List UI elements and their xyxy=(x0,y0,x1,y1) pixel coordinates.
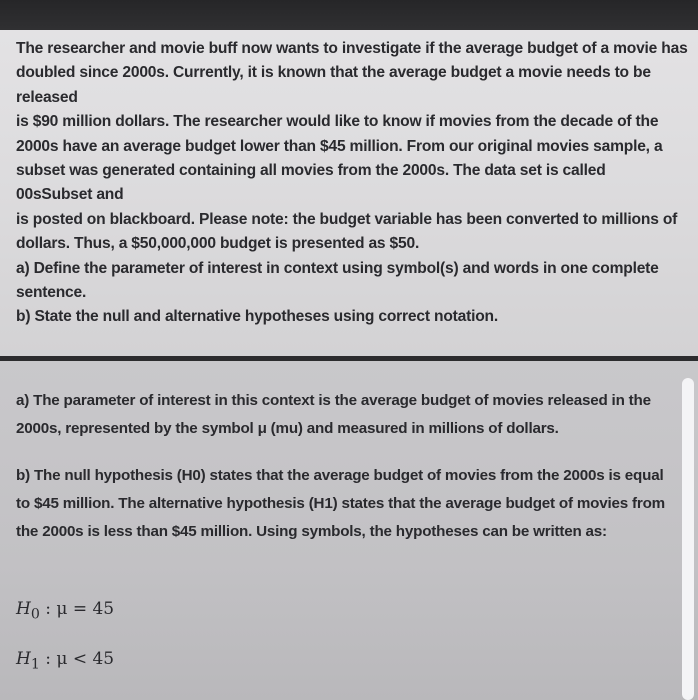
alt-hypothesis-symbol: H xyxy=(16,649,31,669)
alt-hypothesis-relation: : μ < 45 xyxy=(39,649,115,669)
question-line: dollars. Thus, a $50,000,000 budget is presented as $50. xyxy=(16,235,420,253)
alt-hypothesis-formula xyxy=(16,649,114,672)
alt-hypothesis-subscript: 1 xyxy=(30,656,40,673)
question-line: sentence. xyxy=(16,284,87,302)
top-dark-strip xyxy=(0,0,698,30)
question-line: a) Define the parameter of interest in context using symbol(s) and words in one complete xyxy=(16,259,659,277)
question-line: released xyxy=(16,88,78,106)
null-hypothesis-symbol: H xyxy=(16,599,31,619)
answer-part-a: a) The parameter of interest in this context is the average budget of movies released in the 2000s, represented by the symbol μ (mu) and measured in millions of dollars. xyxy=(16,392,651,437)
null-hypothesis-formula xyxy=(16,599,114,622)
answer-panel xyxy=(0,361,698,700)
question-text xyxy=(16,37,692,330)
question-line: doubled since 2000s. Currently, it is known that the average budget a movie needs to be xyxy=(16,64,651,82)
question-line: 00sSubset and xyxy=(16,186,124,204)
question-line: b) State the null and alternative hypotheses using correct notation. xyxy=(16,308,499,326)
question-line: is posted on blackboard. Please note: the budget variable has been converted to millions of xyxy=(16,210,678,228)
scrollbar-thumb[interactable] xyxy=(682,378,694,700)
null-hypothesis-subscript: 0 xyxy=(30,606,40,623)
question-line: 2000s have an average budget lower than $45 million. From our original movies sample, a xyxy=(16,137,663,155)
question-panel xyxy=(0,30,698,356)
answer-part-b: b) The null hypothesis (H0) states that the average budget of movies from the 2000s is equal to $45 million. The alternative hypothesis (H1) states that the average budget of movies from the 2000s is less than $45 million. Using symbols, the hypotheses can be written as: xyxy=(16,467,665,540)
question-line: is $90 million dollars. The researcher would like to know if movies from the decade of the xyxy=(16,113,659,131)
null-hypothesis-relation: : μ = 45 xyxy=(39,599,115,619)
question-line: subset was generated containing all movies from the 2000s. The data set is called xyxy=(16,162,606,180)
question-line: The researcher and movie buff now wants to investigate if the average budget of a movie has xyxy=(16,40,688,57)
